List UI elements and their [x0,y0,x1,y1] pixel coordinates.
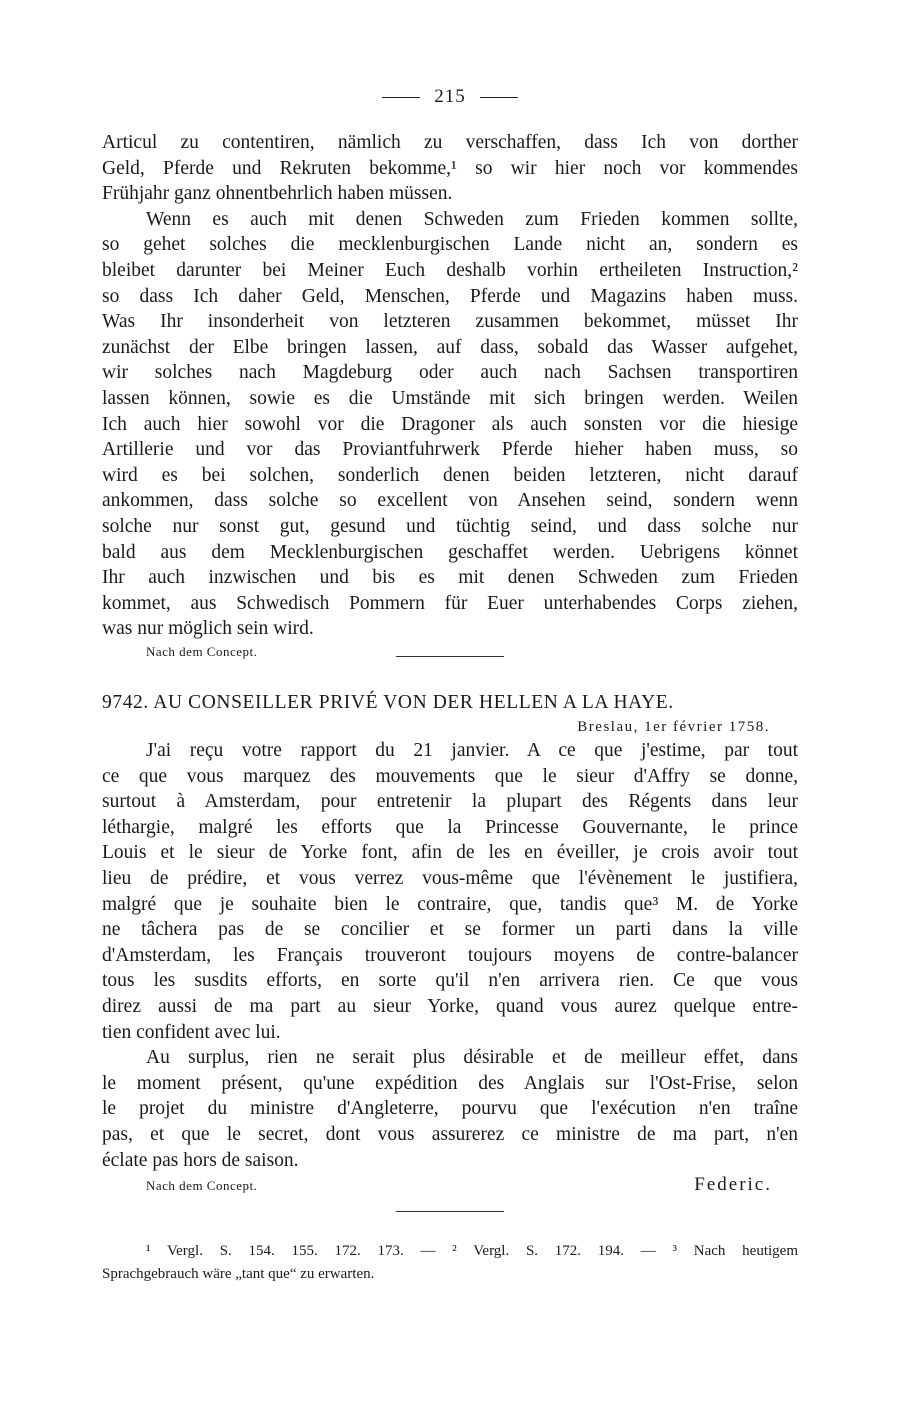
text-line: direz aussi de ma part au sieur Yorke, quand vous aurez quelque entre- [102,995,798,1017]
text-line: Au surplus, rien ne serait plus désirable et de meilleur effet, dans [146,1047,798,1069]
header-dash-left [382,97,420,98]
text-line: zunächst der Elbe bringen lassen, auf dass, sobald das Wasser aufgehet, [102,336,798,358]
text-line: bleibet darunter bei Meiner Euch deshalb vorhin ertheileten Instruction,² [102,259,798,281]
text-line: ankommen, dass solche so excellent von Ansehen seind, sondern wenn [102,490,798,512]
text-line: malgré que je souhaite bien le contraire, que, tandis que³ M. de Yorke [102,893,798,915]
text-line: d'Amsterdam, les Français trouveront toujours moyens de contre-balancer [102,944,798,966]
footnote-line: Sprachgebrauch wäre „tant que“ zu erwarten. [102,1266,375,1282]
section-divider [396,1211,504,1212]
text-line: le projet du ministre d'Angleterre, pourvu que l'exécution n'en traîne [102,1098,798,1120]
text-line: was nur möglich sein wird. [102,618,314,640]
text-line: Artillerie und vor das Proviantfuhrwerk Pferde hieher haben muss, so [102,439,798,461]
text-line: ne tâchera pas de se concilier et se former un parti dans la ville [102,919,798,941]
text-line: ce que vous marquez des mouvements que le sieur d'Affry se donne, [102,765,798,787]
text-line: Geld, Pferde und Rekruten bekomme,¹ so wir hier noch vor kommendes [102,157,798,179]
text-line: Was Ihr insonderheit von letzteren zusammen bekommet, müsset Ihr [102,311,798,333]
text-line: Ich auch hier sowohl vor die Dragoner als auch sonsten vor die hiesige [102,413,798,435]
page-number-header [0,86,900,108]
source-note: Nach dem Concept. [146,643,258,659]
header-dash-right [480,97,518,98]
letter-9742 [102,690,798,1212]
text-line: Frühjahr ganz ohnentbehrlich haben müssen. [102,183,453,205]
text-line: kommet, aus Schwedisch Pommern für Euer unterhabendes Corps ziehen, [102,592,798,614]
signature: Federic. [694,1174,772,1196]
text-line: solche nur sonst gut, gesund und tüchtig seind, und dass solche nur [102,515,798,537]
text-line: éclate pas hors de saison. [102,1149,299,1171]
text-line: surtout à Amsterdam, pour entretenir la plupart des Régents dans leur [102,791,798,813]
text-line: léthargie, malgré les efforts que la Princesse Gouvernante, le prince [102,816,798,838]
text-line: J'ai reçu votre rapport du 21 janvier. A ce que j'estime, par tout [146,740,798,761]
section-divider [396,656,504,657]
letter-heading: 9742. AU CONSEILLER PRIVÉ VON DER HELLEN A LA HAYE. [102,692,674,713]
footnote-line: ¹ Vergl. S. 154. 155. 172. 173. — ² Vergl. S. 172. 194. — ³ Nach heutigem [146,1243,798,1259]
text-line: Articul zu contentiren, nämlich zu verschaffen, dass Ich von dorther [102,132,798,153]
text-line: lieu de prédire, et vous verrez vous-même que l'évènement le justifiera, [102,867,798,889]
footnotes [102,1240,798,1286]
letter-dateline: Breslau, 1er février 1758. [577,719,770,735]
text-line: tien confident avec lui. [102,1021,281,1043]
closing-row [102,1173,798,1197]
text-line: wir solches nach Magdeburg oder auch nach Sachsen transportiren [102,362,798,384]
previous-letter-continuation [102,130,798,657]
text-line: tous les susdits efforts, en sorte qu'il n'en arrivera rien. Ce que vous [102,970,798,992]
text-line: Louis et le sieur de Yorke font, afin de les en éveiller, je crois avoir tout [102,842,798,864]
text-line: bald aus dem Mecklenburgischen geschaffet werden. Uebrigens könnet [102,541,798,563]
source-note: Nach dem Concept. [146,1178,258,1194]
text-line: so gehet solches die mecklenburgischen Lande nicht an, sondern es [102,234,798,256]
page-number: 215 [434,86,466,107]
text-line: so dass Ich daher Geld, Menschen, Pferde und Magazins haben muss. [102,285,798,307]
text-line: wird es bei solchen, sonderlich denen beiden letzteren, nicht darauf [102,464,798,486]
text-line: lassen können, sowie es die Umstände mit sich bringen werden. Weilen [102,387,798,409]
text-line: Wenn es auch mit denen Schweden zum Frieden kommen sollte, [146,208,798,230]
text-line: le moment présent, qu'une expédition des Anglais sur l'Ost-Frise, selon [102,1072,798,1094]
text-line: Ihr auch inzwischen und bis es mit denen Schweden zum Frieden [102,567,798,589]
text-line: pas, et que le secret, dont vous assurerez ce ministre de ma part, n'en [102,1123,798,1145]
